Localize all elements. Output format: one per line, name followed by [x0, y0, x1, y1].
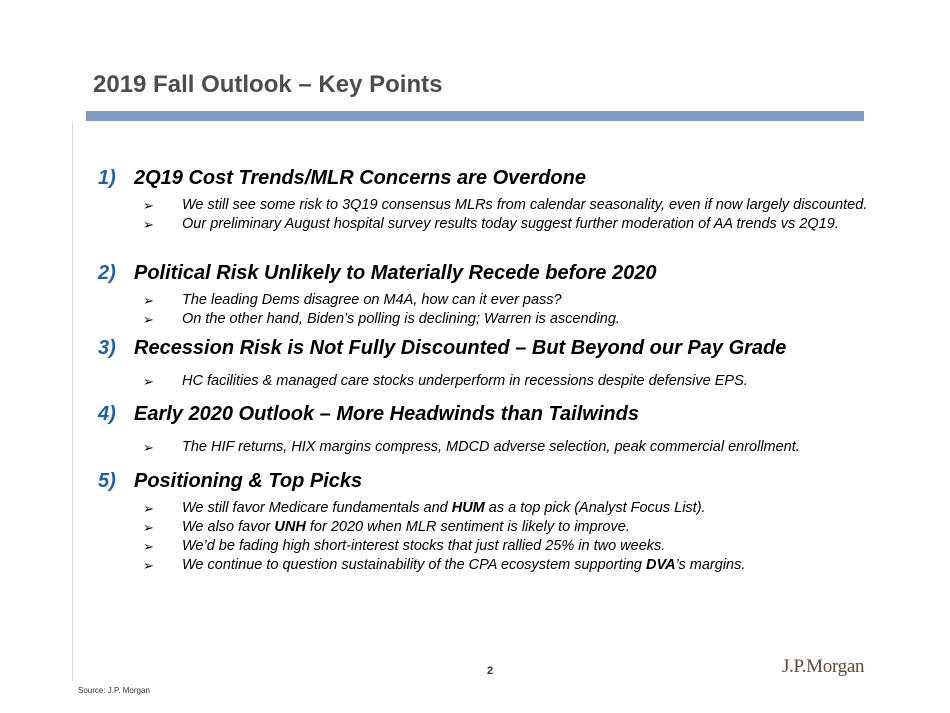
bullet-text: The leading Dems disagree on M4A, how can it ever pass?: [182, 292, 562, 308]
bullet-list: [98, 196, 918, 234]
bullet-text: We also favor UNH for 2020 when MLR sentiment is likely to improve.: [182, 519, 630, 535]
key-point-4: [98, 402, 918, 457]
page-number: 2: [487, 665, 494, 677]
arrow-bullet-icon: ➢: [143, 198, 154, 213]
bullet-text: On the other hand, Biden’s polling is declining; Warren is ascending.: [182, 311, 620, 327]
bullet-item: [98, 196, 918, 215]
key-point-1: [98, 166, 918, 234]
key-point-5: [98, 469, 918, 575]
ticker-unh: UNH: [274, 519, 306, 535]
arrow-bullet-icon: ➢: [143, 501, 154, 516]
bullet-text: Our preliminary August hospital survey results today suggest further moderation of AA trends vs 2Q19.: [182, 216, 839, 232]
ticker-dva: DVA: [646, 557, 676, 573]
key-point-title: Political Risk Unlikely to Materially Recede before 2020: [134, 262, 657, 284]
bullet-item: [98, 310, 918, 329]
bullet-item: [98, 537, 918, 556]
ticker-hum: HUM: [451, 500, 485, 516]
arrow-bullet-icon: ➢: [143, 558, 154, 573]
key-point-number: 1): [98, 167, 116, 189]
key-point-3: [98, 336, 918, 391]
key-point-number: 2): [98, 262, 116, 284]
bullet-item: [98, 556, 918, 575]
key-point-title: Early 2020 Outlook – More Headwinds than Tailwinds: [134, 403, 639, 425]
bullet-text: The HIF returns, HIX margins compress, MDCD adverse selection, peak commercial enrollment.: [182, 439, 800, 455]
bullet-text: We’d be fading high short-interest stocks that just rallied 25% in two weeks.: [182, 538, 666, 554]
key-point-heading: [98, 336, 918, 360]
source-note: Source: J.P. Morgan: [78, 686, 150, 695]
key-point-title: Positioning & Top Picks: [134, 470, 363, 492]
key-point-2: [98, 261, 918, 329]
key-point-title: Recession Risk is Not Fully Discounted – But Beyond our Pay Grade: [134, 337, 787, 359]
key-point-number: 5): [98, 470, 116, 492]
bullet-list: [98, 291, 918, 329]
bullet-item: [98, 499, 918, 518]
bullet-text: We continue to question sustainability of the CPA ecosystem supporting DVA’s margins.: [182, 557, 746, 573]
bullet-item: [98, 518, 918, 537]
jpmorgan-logo: J.P.Morgan: [782, 656, 865, 677]
arrow-bullet-icon: ➢: [143, 217, 154, 232]
bullet-text: We still see some risk to 3Q19 consensus MLRs from calendar seasonality, even if now largely discounted.: [182, 197, 868, 213]
title-accent-bar: [86, 111, 864, 121]
bullet-item: [98, 291, 918, 310]
bullet-item: [98, 215, 918, 234]
key-point-heading: [98, 469, 918, 493]
key-point-heading: [98, 261, 918, 285]
arrow-bullet-icon: ➢: [143, 440, 154, 455]
arrow-bullet-icon: ➢: [143, 293, 154, 308]
bullet-text: We still favor Medicare fundamentals and HUM as a top pick (Analyst Focus List).: [182, 500, 706, 516]
key-point-title: 2Q19 Cost Trends/MLR Concerns are Overdone: [134, 167, 586, 189]
slide-title: 2019 Fall Outlook – Key Points: [93, 71, 443, 98]
left-margin-line: [72, 121, 73, 681]
bullet-text: HC facilities & managed care stocks underperform in recessions despite defensive EPS.: [182, 373, 748, 389]
arrow-bullet-icon: ➢: [143, 374, 154, 389]
bullet-item: [98, 372, 918, 391]
key-point-number: 4): [98, 403, 116, 425]
key-point-heading: [98, 402, 918, 426]
bullet-list: [98, 438, 918, 457]
key-point-heading: [98, 166, 918, 190]
arrow-bullet-icon: ➢: [143, 520, 154, 535]
bullet-item: [98, 438, 918, 457]
arrow-bullet-icon: ➢: [143, 539, 154, 554]
arrow-bullet-icon: ➢: [143, 312, 154, 327]
key-point-number: 3): [98, 337, 116, 359]
bullet-list: [98, 372, 918, 391]
bullet-list: [98, 499, 918, 575]
